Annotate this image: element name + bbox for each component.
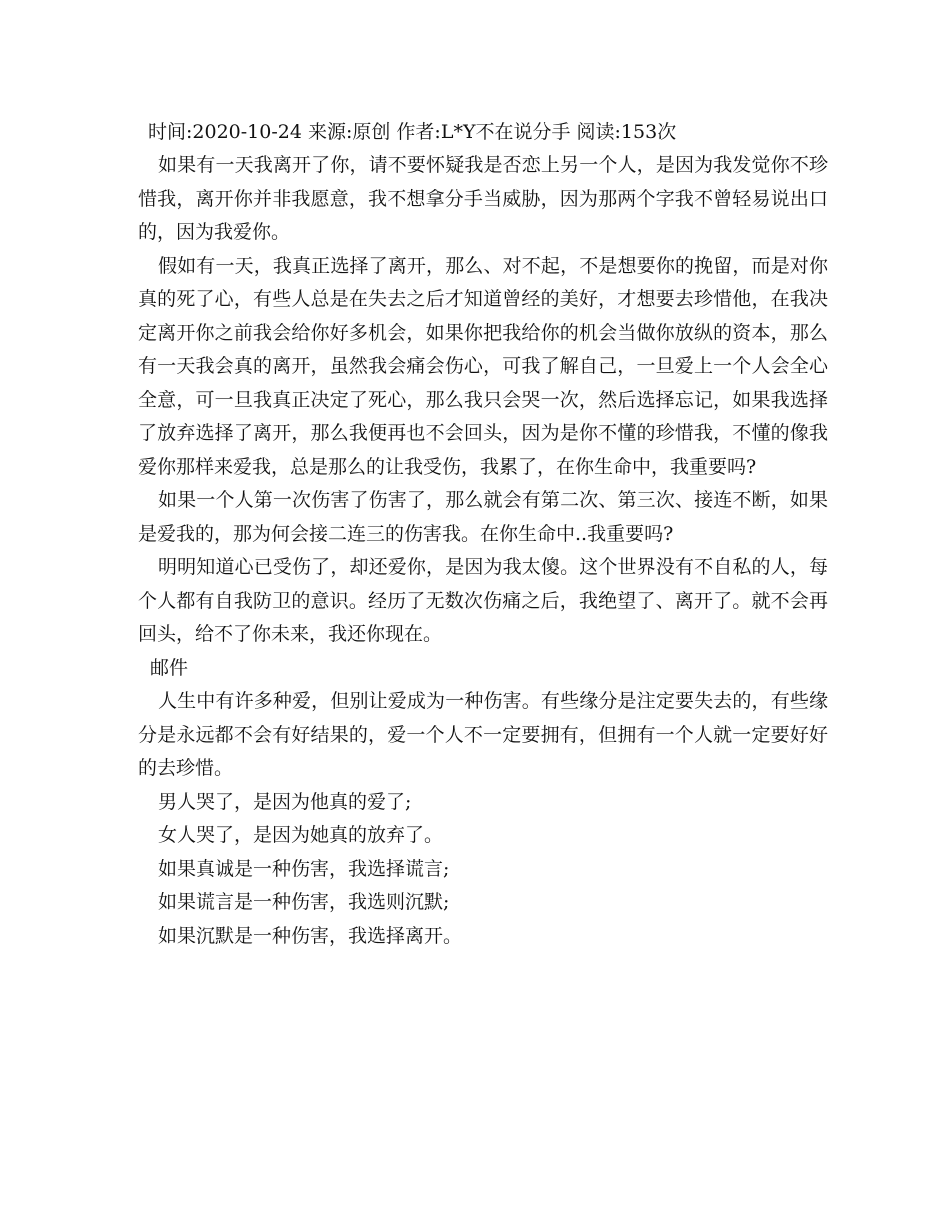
verse-line-2: 女人哭了，是因为她真的放弃了。 (158, 824, 444, 846)
verse-line-5: 如果沉默是一种伤害，我选择离开。 (158, 924, 463, 947)
verse-line-3: 如果真诚是一种伤害，我选择谎言; (158, 857, 450, 880)
paragraph-4: 明明知道心已受伤了，却还爱你，是因为我太傻。这个世界没有不自私的人，每个人都有自我防卫的意识。经历了无数次伤痛之后，我绝望了、离开了。就不会再回头，给不了你未来，我还你现在。 (138, 556, 828, 645)
article-meta: 时间:2020-10-24 来源:原创 作者:L*Y不在说分手 阅读:153次 (148, 121, 677, 143)
verse-line-1: 男人哭了，是因为他真的爱了; (158, 790, 412, 813)
paragraph-2: 假如有一天，我真正选择了离开，那么、对不起，不是想要你的挽留，而是对你真的死了心，有些人总是在失去之后才知道曾经的美好，才想要去珍惜他，在我决定离开你之前我会给你好多机会，如果你把我给你的机会当做你放纵的资本，那么有一天我会真的离开，虽然我会痛会伤心，可我了解自己，一旦爱上一个人会全心全意，可一旦我真正决定了死心，那么我只会哭一次，然后选择忘记，如果我选择了放弃选择了离开，那么我便再也不会回头，因为是你不懂的珍惜我，不懂的像我爱你那样来爱我，总是那么的让我受伤，我累了，在你生命中，我重要吗? (138, 254, 828, 478)
verse-line-4: 如果谎言是一种伤害，我选则沉默; (158, 891, 450, 913)
paragraph-3: 如果一个人第一次伤害了伤害了，那么就会有第二次、第三次、接连不断，如果是爱我的，那为何会接二连三的伤害我。在你生命中..我重要吗? (138, 489, 828, 545)
section-label: 邮件 (150, 656, 189, 679)
paragraph-1: 如果有一天我离开了你，请不要怀疑我是否恋上另一个人，是因为我发觉你不珍惜我，离开你并非我愿意，我不想拿分手当威胁，因为那两个字我不曾轻易说出口的，因为我爱你。 (138, 154, 828, 243)
section-paragraph: 人生中有许多种爱，但别让爱成为一种伤害。有些缘分是注定要失去的，有些缘分是永远都不会有好结果的，爱一个人不一定要拥有，但拥有一个人就一定要好好的去珍惜。 (138, 690, 828, 779)
article-body (138, 116, 828, 953)
